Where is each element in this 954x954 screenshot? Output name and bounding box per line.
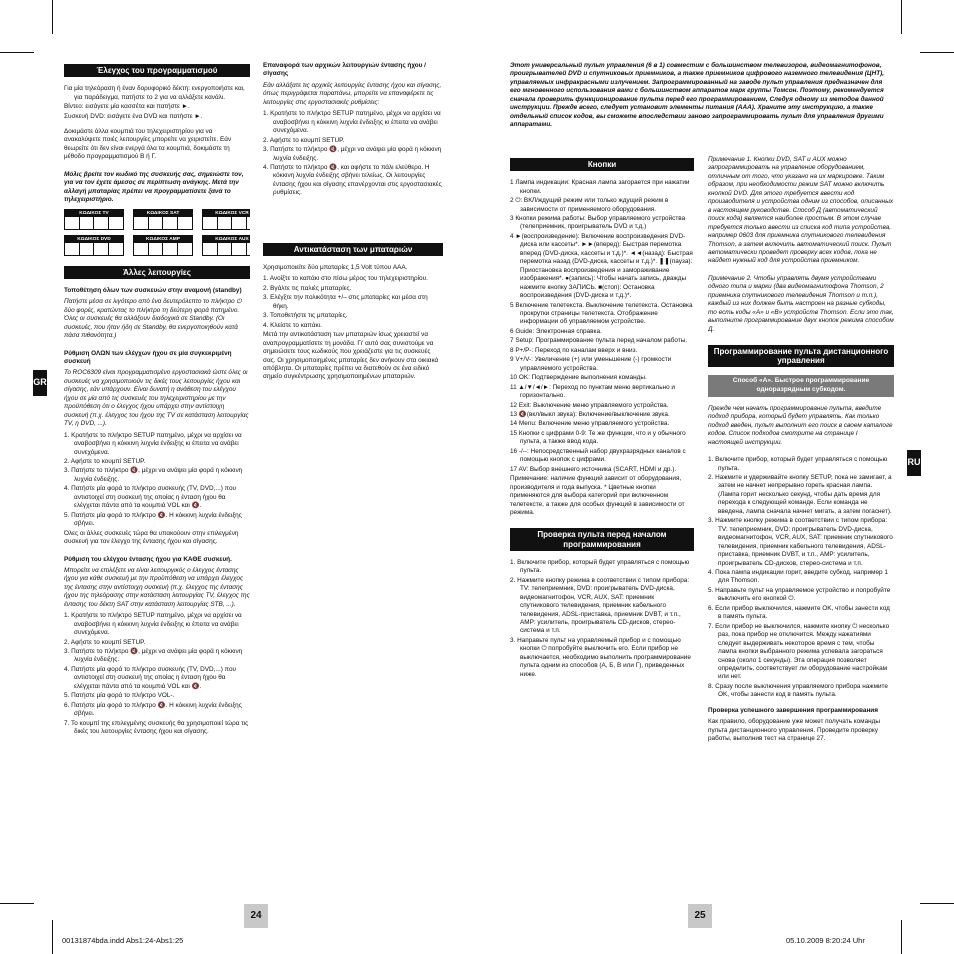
step: 1. Κρατήστε το πλήκτρο SETUP πατημένο, μέχρι να αρχίσει να αναβοσβήνει η κόκκινη λυχνία ένδειξης κι έπειτα να ανάβει συνεχόμενα. [64,612,242,637]
step: 3. Πατήστε το πλήκτρο 🔇, μέχρι να ανάψει μία φορά η κόκκινη λυχνία ένδειξης. [64,648,243,664]
crop-mark [920,52,954,53]
code-box-amp: ΚΩΔΙΚΟΣ AMP [133,235,193,256]
key-item: 12 Exit: Выключение меню управляемого устройства. [510,401,669,409]
footer-date: 05.10.2009 8:20:24 Uhr [786,936,865,945]
step: 5. Πατήστε μία φορά το πλήκτρο VOL-. [64,692,175,700]
paragraph: Как правило, оборудование уже может получать команды пульта дистанционного управления. Проведите проверку работы, выполнив тест на странице 27. [708,718,880,743]
russian-intro [510,62,894,152]
paragraph: Δοκιμάστε άλλα κουμπιά του τηλεχειριστηρίου για να ανακαλύψετε ποιές λειτουργίες μπορείτε να χειριστείτε. Εάν θεωρείτε ότι δεν είναι ενεργά όλα τα κουμπιά, δοκιμάστε τη μέθοδο προγραμματισμού B ή Γ. [64,128,232,161]
code-box-dvd: ΚΩΔΙΚΟΣ DVD [64,235,124,256]
step: 2. Αφήστε το κουμπί SETUP. [263,136,345,144]
step: 2. Αφήστε το κουμπί SETUP. [64,457,146,465]
steps [64,612,250,736]
step: 4. Пока лампа индикации горит, введите субкод, например 1 для Thomson. [708,569,888,585]
step: 1. Ανοίξτε το καπάκι στο πίσω μέρος του τηλεχειριστηρίου. [263,275,428,283]
key-item: 2 ⏻: ВКЛ/ждущий режим или только ждущий режим в зависимости от применяемого оборудования. [510,197,669,213]
code-box-aux: ΚΩΔΙΚΟΣ AUX [202,235,250,256]
code-box-sat: ΚΩΔΙΚΟΣ SAT [133,209,193,230]
step: 2. Нажмите кнопку режима в соответствии с типом прибора: TV: телеприемник, DVD: проигрыватель DVD-диска, видеомагнитофон, VCR, AUX, SAT: приемник спутникового телевидения, приемник кабельного телевидения, ADSL-приставка, приемник DVBT, и т.п., AMP: усилитель, проигрыватель CD-дисков, стерео-система и т.п. [510,576,690,635]
key-item: 17 AV: Выбор внешнего источника (SCART, HDMI и др.). [510,465,677,473]
subheading: Επαναφορά των αρχικών λειτουργιών έντασης ήχου / σίγασης [263,62,426,78]
step: 4. Πατήστε μία φορά το πλήκτρο συσκευής (TV, DVD,...) που αντιστοιχεί στη συσκευή της οποίας η ένταση ήχου θα ελέγχεται πάντα από τα κουμπιά VOL και 🔇. [64,485,237,510]
key-item: 3 Кнопки режима работы: Выбор управляемого устройства (телеприемник, проигрыватель DVD и т.д.) [510,215,686,231]
subheading: Τοποθέτηση όλων των συσκευών στην αναμονή (standby) [64,286,242,294]
key-item: 4 ►(воспроизведение): Включение воспроизведения DVD-диска или кассеты*. ►►(вперед): Быстрая перемотка вперед (DVD-диска, кассеты и т.д.)*. ◄◄(назад): Быстрая перемотка назад (DVD-диска, кассеты и т.д.)*. ❚❚(пауза): Приостановка воспроизведения и замораживание изображения*. ●(запись): Чтобы начать запись, дважды нажмите кнопку ЗАПИСЬ. ■(стоп): Остановка воспроизведения (DVD-диска и т.д.)*. [510,232,693,300]
step: 6. Πατήστε μία φορά το πλήκτρο 🔇. Η κόκκινη λυχνία ένδειξης σβήνει. [64,701,242,718]
key-item: 8 P+/P-: Переход по каналам вверх и вниз. [510,346,638,354]
section-header: Άλλες λειτουργίες [64,266,250,279]
step: 2. Αφήστε το κουμπί SETUP. [64,638,146,646]
key-item: 5 Включение телетекста. Выключение телетекста. Остановка прокрутки страницы телетекста. Отображение информации об управляемом устройстве. [510,301,693,326]
subheading: Ρύθμιση ΟΛΩΝ των ελέγχων ήχου σε μία συγκεκριμένη συσκευή [64,349,232,365]
step: 1. Κρατήστε το πλήκτρο SETUP πατημένο, μέχρι να αρχίσει να αναβοσβήνει η κόκκινη λυχνία ένδειξης κι έπειτα να ανάβει συνεχόμενα. [263,110,441,135]
subheading: Ρύθμιση του ελέγχου έντασης ήχου για ΚΑΘΕ συσκευή. [64,555,232,563]
step: 3. Ελέγξτε την πολικότητα +/– στις μπαταρίες και μέσα στη θήκη. [263,294,428,310]
remark: Примечание: наличие функций зависит от оборудования, производителя и года выпуска. * Цветные кнопки применяются для выбора категорий при включенном телетексте, а также для особых функций в зависимости от режима. [510,475,685,516]
paragraph: Μετά την αντικατάσταση των μπαταριών ίσως χρειαστεί να αναπρογραμματίσετε τη μονάδα. Γι' αυτό σας συνιστούμε να σημειώσετε τους κωδικούς που χρειάζεστε για τις συσκευές σας. Οι χρησιμοποιημένες μπαταρίες δεν ανήκουν στα οικιακά απόβλητα. Οι μπαταρίες πρέπει να διατεθούν σε ένα ειδικό σημείο συγκέντρωσης χρησιμοποιημένων μπαταριών. [263,331,439,381]
section-header: Αντικατάσταση των μπαταριών [263,243,443,256]
step: 2. Βγάλτε τις παλιές μπαταρίες. [263,284,352,292]
subheading: Проверка успешного завершения программирования [708,706,878,714]
key-item: 9 V+/V-: Увеличение (+) или уменьшение (-) громкости управляемого устройства. [510,356,672,372]
key-item: 15 Кнопки с цифрами 0-9: Те же функции, что и у обычного пульта, а также ввод кода. [510,429,686,446]
step: 3. Πατήστε το πλήκτρο 🔇, μέχρι να ανάψει μία φορά η κόκκινη λυχνία ένδειξης. [64,467,243,483]
note-2: Примечание 2. Чтобы управлять двумя устройствами одного типа и марки (два видеомагнитофона Thomson, 2 приемника спутникового телевидения Thomson и т.п.), каждый из них должен быть настроен на разные субкоды, то есть коды «A» и «B» устройств Thomson. Если это так, выполните программирование двух кнопок режима способом Д. [708,274,894,333]
key-item: 16 -/--: Непосредственный набор двухразрядных каналов с помощью кнопок с цифрами. [510,447,686,464]
step: 3. Τοποθετήστε τις μπαταρίες. [263,312,348,320]
key-item: 13 🔇(вкл/выкл звука): Включение/выключение звука. [510,410,670,418]
crop-mark [0,52,34,53]
greek-column-1 [64,62,250,894]
step: 1. Включите прибор, который будет управляться с помощью пульта. [510,558,690,575]
paragraph: Εάν αλλάξατε τις αρχικές λειτουργίες έντασης ήχου και σίγασης, όπως περιγράφεται παραπάνω, μπορείτε να επαναφέρετε τις λειτουργίες στις εργοστασιακές ρυθμίσεις: [263,81,442,106]
paragraph: Χρησιμοποιείτε δύο μπαταρίες 1,5 Volt τύπου AAA. [263,263,408,271]
method-a-header: Способ «A». Быстрое программирование одноразрядным субкодом. [708,375,894,396]
page-number-left: 24 [244,904,268,928]
step: 5. Направьте пульт на управляемое устройство и попробуйте выключить его кнопкой ⏻. [708,586,891,603]
crop-mark [0,903,34,904]
key-item: 10 OK: Подтверждение выполнения команды. [510,374,647,382]
step: 1. Κρατήστε το πλήκτρο SETUP πατημένο, μέχρι να αρχίσει να αναβοσβήνει η κόκκινη λυχνία ένδειξης κι έπειτα να ανάβει συνεχόμενα. [64,431,242,456]
language-tab-gr: GR [33,370,47,396]
language-tab-ru: RU [907,450,921,476]
section-header: Έλεγχος του προγραμματισμού [64,64,250,77]
key-item: 6 Guide: Электронная справка. [510,327,602,335]
steps [263,110,443,198]
step: 7. Το κουμπί της επιλεγμένης συσκευής θα χρησιμοποιεί τώρα τις δικές του λειτουργίες έντασης ήχου και σίγασης. [64,719,249,736]
paragraph: Μπορείτε να επιλέξετε να είναι λειτουργικός ο έλεγχος έντασης ήχου για κάθε συσκευή με την προϋπόθεση να υπάρχει έλεγχος της έντασης στην αντίστοιχη συσκευή (π.χ. έλεγχος της έντασης ήχου της τηλεόρασης στην κατάσταση λειτουργίας TV, έλεγχος της έντασης του δέκτη SAT στην κατάσταση λειτουργίας STB, ...). [64,566,250,608]
russian-column-2 [708,156,894,842]
paragraph: Το ROC6309 είναι προγραμματισμένο εργοστασιακά ώστε όλες οι συσκευές να χρησιμοποιούν τις δικές τους λειτουργίες ήχου και σίγασης, εάν υπάρχουν. Είναι δυνατή η ανάθεση του ελέγχου ήχου σε μία από τις συσκευές του τηλεχειριστηρίου με την προϋπόθεση ότι ο έλεγχος ήχου υπάρχει στην αντίστοιχη συσκευή (π.χ. έλεγχος του ήχου της TV σε κατάσταση λειτουργίας TV, η DVD, ...). [64,369,249,428]
step: 4. Πατήστε το πλήκτρο 🔇, και αφήστε το πάλι ελεύθερο. Η κόκκινη λυχνία ένδειξης σβήνει τελείως. Οι λειτουργίες έντασης ήχου και σίγασης επανέρχονται στις εργοστασιακές ρυθμίσεις. [263,163,442,197]
step: 4. Πατήστε μία φορά το πλήκτρο συσκευής (TV, DVD,...) που αντιστοιχεί στη συσκευή της οποίας η ένταση ήχου θα ελέγχεται πάντα από τα κουμπιά VOL και 🔇. [64,665,237,690]
key-item: 7 Setup: Программирование пульта перед началом работы. [510,337,688,345]
page-number-right: 25 [688,904,712,928]
crop-mark [901,920,902,954]
step: 1. Включите прибор, который будет управляться с помощью пульта. [708,456,888,472]
paragraph: Прежде чем начать программирование пульта, введите подход прибора, который будет управлять. Как только подход введен, пульт выполнит его поиск в своем каталоге кодов. Список подходов смотрите на странице I настоящей инструкции. [708,404,893,446]
list-item: Συσκευή DVD: εισάγετε ένα DVD και πατήστε ►. [64,112,203,120]
section-header: Программирование пульта дистанционного управления [708,345,894,367]
code-boxes [64,209,250,256]
russian-column-1 [510,156,694,842]
step: 6. Если прибор выключился, нажмите OK, чтобы занести код в память пульта. [708,604,890,621]
steps [263,275,443,330]
intro-text: Этот универсальный пульт управления (6 в 1) совместим с большинством телевизоров, видеомагнитофонов, проигрывателей DVD и спутниковых приемников, а также приемников цифрового наземного телевидения (ЦНТ), управляемых инфракрасными излучением. Запрограммированный на заводе пульт управления предназначен для его мгновенного использования вами с большинством аппаратов марк группы Томсон. Поэтому, рекомендуется сначала проверить функционирование пульта перед его программированием, Следуя одному из методов данной инструкции. Прежде всего, следует установит элементы питания (AAA). Храните эту инструкцию, а также отдельный список кодов, вы сможете впоследствии заново запрограммировать пульт для управления другими аппаратами. [510,62,885,129]
footer-file: 00131874bda.indd Abs1:24-Abs1:25 [62,936,184,945]
key-item: 11 ▲/▼/◄/►: Переход по пунктам меню вертикально и горизонтально. [510,383,675,400]
key-item: 1 Лампа индикации: Красная лампа загорается при нажатии кнопки. [510,179,690,195]
steps [510,559,694,679]
check-list [64,85,250,121]
step: 3. Πατήστε το πλήκτρο 🔇, μέχρι να ανάψει μία φορά η κόκκινη λυχνία ένδειξης. [263,146,442,162]
crop-mark [52,0,53,34]
step: 3. Нажмите кнопку режима в соответствии с типом прибора: TV: телеприемник, DVD: проигрыватель DVD-диска, видеомагнитофон, VCR, AUX, SAT: приемник спутникового телевидения, приемник кабельного телевидения, ADSL-приставка, приемник DVBT, и т.п., AMP: усилитель, проигрыватель CD-дисков, стерео-система и т.п. [708,517,893,567]
note-1: Примечание 1. Кнопки DVD, SAT и AUX можно запрограммировать на управление оборудованием, отличным от того, что указано на их маркировке. Таким образом, при необходимости режим SAT можно включить кнопкой DVD. Для этого требуется ввести код производителя и устройства одним из способов, описанных в настоящем руководстве. Способ Д (автоматический поиск кода) является наиболее простым. В этом случае требуется только ввести из списка код типа устройства, например 0603 для приемника спутникового телевидения Thomson, а затем включить автоматический поиск. Пульт автоматически проведет проверку всех кодов, пока не найдет нужный код для устройства приемником. [708,156,894,265]
crop-mark [52,920,53,954]
paragraph: Όλες οι άλλες συσκευές τώρα θα υπακούουν στην επιλεγμένη συσκευή για τον έλεγχο της έντασης ήχου και σίγασης. [64,529,239,546]
step: 3. Направьте пульт на управляемый прибор и с помощью кнопки ⏻ попробуйте выключить его. Если прибор не выключается, необходимо выполнить программирование пульта одним из способов (А, Б, В или Г), приведенных ниже. [510,636,691,678]
crop-mark [901,0,902,34]
steps [708,456,894,700]
crop-mark [920,903,954,904]
code-box-vcr: ΚΩΔΙΚΟΣ VCR [202,209,250,230]
key-item: 14 Menu: Включение меню управляемого устройства. [510,420,670,428]
greek-column-2 [263,62,443,462]
section-header: Кнопки [510,158,694,171]
section-header: Проверка пульта перед началом программирования [510,528,694,550]
code-box-tv: ΚΩΔΙΚΟΣ TV [64,209,124,230]
step: 8. Сразу после выключения управляемого прибора нажмите OK, чтобы занести код в память пульта. [708,682,888,699]
note: Μόλις βρείτε τον κωδικό της συσκευής σας, σημειώστε τον, για να τον έχετε άμεσος σε περίπτωση ανάγκης. Μετά την αλλαγή μπαταρίας πρέπει να προγραμματίσετε ξανά το τηλεχειριστήριο. [64,170,244,204]
steps [64,432,250,529]
step: 4. Κλείστε το καπάκι. [263,321,322,329]
step: 2. Нажмите и удерживайте кнопку SETUP, пока не замигает, а затем не начнет непрерывно гореть красная лампа. (Лампа горит несколько секунд, чтобы дать время для перехода к следующей команде. Если команда не введена, лампа сначала начнет мигать, а затем погаснет). [708,474,892,515]
step: 5. Πατήστε μία φορά το πλήκτρο 🔇. Η κόκκινη λυχνία ένδειξης σβήνει. [64,511,242,528]
list-item: Βίντεο: εισάγετε μία κασσέτα και πατήστε ►. [64,103,190,111]
paragraph: Πατήστε μέσα σε λιγότερο από ένα δευτερόλεπτο το πλήκτρο ⏻ δύο φορές, κρατώντας το πλήκτρο τη δεύτερη φορά πατημένο. Όλες οι συσκευές θα αλλάξουν διαδοχικά σε Standby. (Οι συσκευές, που ήταν ήδη σε Standby, θα ενεργοποιηθούν κατά πάσα πιθανότητα.) [64,298,242,340]
step: 7. Если прибор не выключился, нажмите кнопку ⏻ несколько раз, пока прибор не отключится. Между нажатиями следует выдерживать некоторое время с тем, чтобы лампа кнопки выбранного режима успевала загораться снова (около 1 секунды). Эта операция позволяет определить, соответствует ли оборудование настройкам или нет. [708,622,890,681]
list-item: Για μία τηλεόραση ή έναν δορυφορικό δέκτη: ενεργοποιήστε και, για παράδειγμα, πατήστε το 2 για να αλλάξετε κανάλι. [64,85,245,101]
key-list [510,179,694,474]
